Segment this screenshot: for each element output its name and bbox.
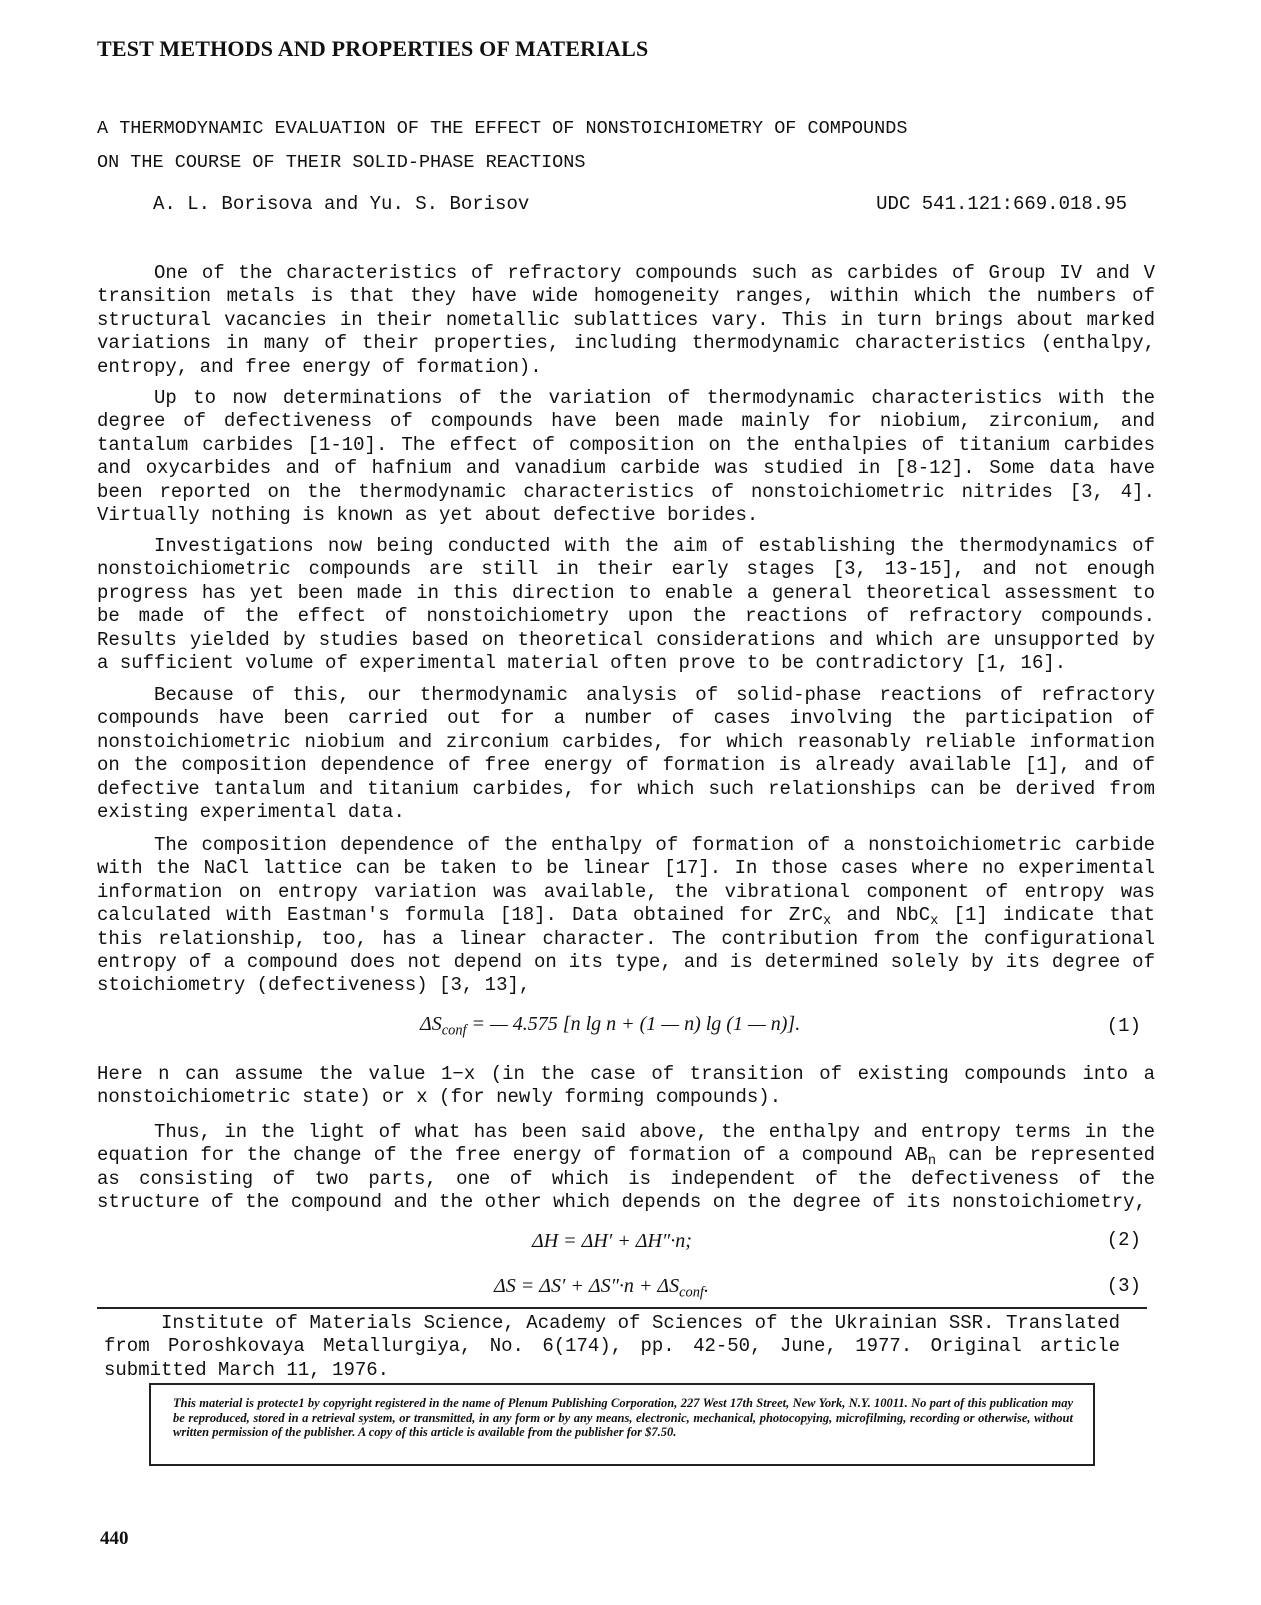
- paragraph-2: [97, 387, 1155, 527]
- equation-2: ΔH = ΔH′ + ΔH″·n;: [532, 1230, 692, 1252]
- section-heading: TEST METHODS AND PROPERTIES OF MATERIALS: [97, 36, 649, 61]
- paragraph-1-text: One of the characteristics of refractory compounds such as carbides of Group IV and V transition metals is that they have wide homogeneity ranges, within which the numbers of structural vacancies in their nometallic sublattices vary. This in turn brings about marked variations in many of their properties, including thermodynamic characteristics (enthalpy, entropy, and free energy of formation).: [97, 262, 1155, 378]
- affiliation-text: Institute of Materials Science, Academy of Sciences of the Ukrainian SSR. Translated from Poroshkovaya Metallurgiya, No. 6(174), pp. 42-50, June, 1977. Original article submitted March 11, 1976.: [104, 1312, 1120, 1381]
- title-line-1: A THERMODYNAMIC EVALUATION OF THE EFFECT OF NONSTOICHIOMETRY OF COMPOUNDS: [97, 118, 908, 139]
- equation-3-sub: conf: [679, 1284, 704, 1301]
- copyright-notice: [149, 1383, 1095, 1466]
- article-title: [97, 112, 1157, 180]
- equation-3-end: .: [703, 1275, 709, 1297]
- equation-1-rhs: = — 4.575 [n lg n + (1 — n) lg (1 — n)].: [466, 1013, 801, 1035]
- paragraph-6: [97, 1063, 1155, 1110]
- paragraph-6-text: Here n can assume the value 1−x (in the case of transition of existing compounds into a nonstoichiometric state) or x (for newly forming compounds).: [97, 1063, 1155, 1109]
- equation-3-number: (3): [1106, 1275, 1141, 1297]
- paragraph-3: [97, 535, 1155, 675]
- paragraph-4: [97, 684, 1155, 824]
- paragraph-5-text-c: [1] indicate that this relationship, too, has a linear character. The contribution from the configurational entropy of a compound does not depend on its type, and is determined solely by its degree of stoichiometry (defectiveness) [3, 13],: [97, 904, 1156, 997]
- paragraph-5-sub-2: x: [930, 914, 939, 930]
- paragraph-7-text-b: can be represented as consisting of two parts, one of which is independent of the defectiveness of the structure of the compound and the other which depends on the degree of its nonstoichiometry,: [97, 1144, 1156, 1214]
- paragraph-5-text-b: and NbC: [831, 904, 931, 927]
- paragraph-3-text: Investigations now being conducted with the aim of establishing the thermodynamics of nonstoichiometric compounds are still in their early stages [3, 13-15], and not enough progress has yet been made in this direction to enable a general theoretical assessment to be made of the effect of nonstoichiometry upon the reactions of refractory compounds. Results yielded by studies based on theoretical considerations and which are unsupported by a sufficient volume of experimental material often prove to be contradictory [1, 16].: [97, 535, 1155, 675]
- equation-1-sub: conf: [441, 1022, 467, 1039]
- paragraph-5-text-a: The composition dependence of the enthalpy of formation of a nonstoichiometric carbide with the NaCl lattice can be taken to be linear [17]. In those cases where no experimental information on entropy variation was available, the vibrational component of entropy was calculated with Eastman's formula [18]. Data obtained for ZrC: [97, 834, 1155, 927]
- equation-1-lhs: ΔS: [420, 1013, 442, 1035]
- paragraph-5-sub-1: x: [823, 914, 832, 930]
- paragraph-4-text: Because of this, our thermodynamic analysis of solid-phase reactions of refractory compounds have been carried out for a number of cases involving the participation of nonstoichiometric niobium and zirconium carbides, for which reasonably reliable information on the composition dependence of free energy of formation is already available [1], and of defective tantalum and titanium carbides, for which such relationships can be derived from existing experimental data.: [97, 684, 1155, 824]
- paragraph-2-text: Up to now determinations of the variation of thermodynamic characteristics with the degree of defectiveness of compounds have been made mainly for niobium, zirconium, and tantalum carbides [1-10]. The effect of composition on the enthalpies of titanium carbides and oxycarbides and of hafnium and vanadium carbide was studied in [8-12]. Some data have been reported on the thermodynamic characteristics of nonstoichiometric nitrides [3, 4]. Virtually nothing is known as yet about defective borides.: [97, 387, 1155, 527]
- paragraph-7: [97, 1121, 1155, 1215]
- footnote-divider: [97, 1307, 1147, 1309]
- copyright-text: This material is protecte1 by copyright registered in the name of Plenum Publishing Corporation, 227 West 17th Street, New York, N.Y. 10011. No part of this publication may be reproduced, stored in a retrieval system, or transmitted, in any form or by any means, electronic, mechanical, photocopying, microfilming, recording or otherwise, without written permission of the publisher. A copy of this article is available from the publisher for $7.50.: [173, 1396, 1073, 1440]
- equation-1-number: (1): [1106, 1015, 1141, 1037]
- equation-3: [494, 1275, 709, 1301]
- equation-2-number: (2): [1106, 1229, 1141, 1251]
- affiliation-footnote: [104, 1312, 1120, 1382]
- paragraph-1: [97, 262, 1155, 379]
- paragraph-7-sub: n: [927, 1154, 937, 1170]
- udc-code: UDC 541.121:669.018.95: [876, 193, 1127, 215]
- equation-1: [420, 1013, 801, 1039]
- equation-3-main: ΔS = ΔS′ + ΔS″·n + ΔS: [494, 1275, 680, 1297]
- authors: A. L. Borisova and Yu. S. Borisov: [153, 193, 530, 215]
- page-number: 440: [100, 1528, 129, 1549]
- paragraph-7-text-a: Thus, in the light of what has been said above, the enthalpy and entropy terms in the equation for the change of the free energy of formation of a compound AB: [97, 1121, 1155, 1167]
- title-line-2: ON THE COURSE OF THEIR SOLID-PHASE REACTIONS: [97, 152, 586, 173]
- paragraph-5: [97, 834, 1155, 998]
